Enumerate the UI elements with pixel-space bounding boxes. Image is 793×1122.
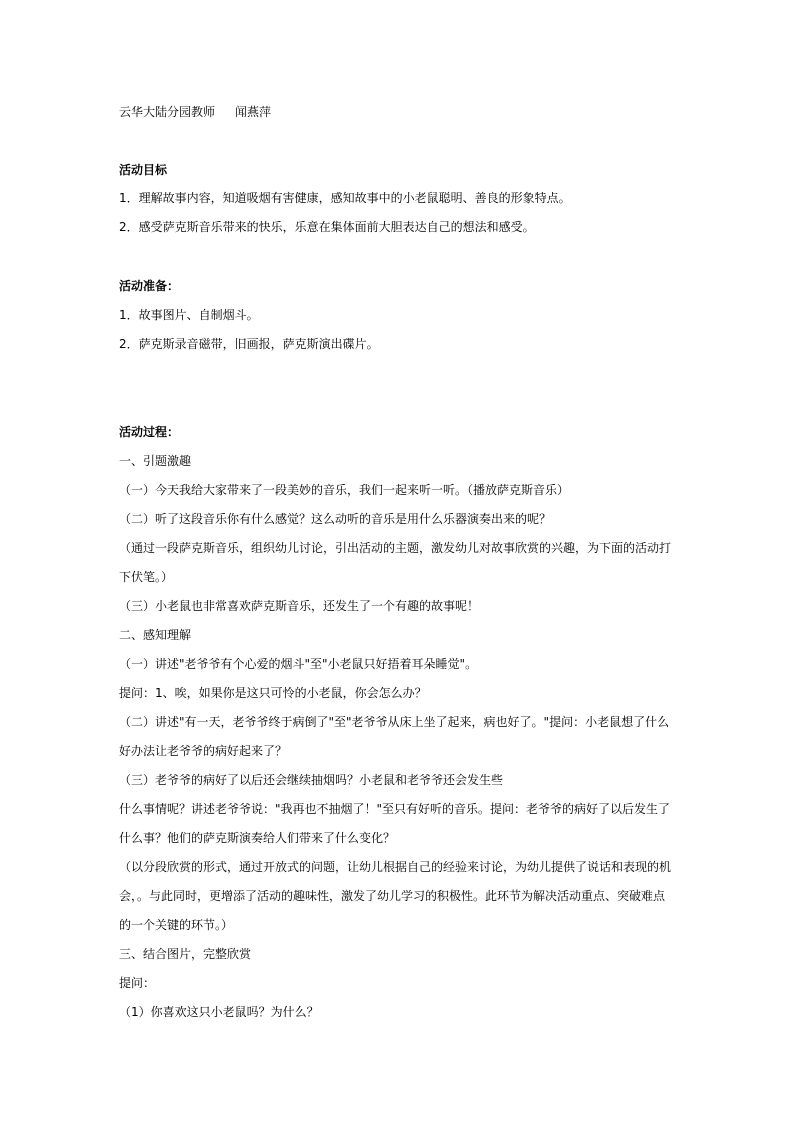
process-note: 会，。与此同时，更增添了活动的趣味性，激发了幼儿学习的积极性。此环节为解决活动重点、突破难点 [119, 889, 666, 903]
process-line: 好办法让老爷爷的病好起来了？ [119, 744, 288, 758]
section-heading-1: 一、引题激趣 [119, 454, 192, 468]
process-line: 什么事情呢？讲述老爷爷说："我再也不抽烟了！"至只有好听的音乐。提问：老爷爷的病好了以后发生了 [119, 802, 671, 816]
process-note: （以分段欣赏的形式，通过开放式的问题，让幼儿根据自己的经验来讨论，为幼儿提供了说话和表现的机 [119, 860, 672, 874]
process-question: （1）你喜欢这只小老鼠吗？为什么？ [119, 1005, 319, 1019]
process-note: 的一个关键的环节。） [119, 918, 234, 932]
section-heading-2: 二、感知理解 [119, 628, 192, 642]
process-line: （三）老爷爷的病好了以后还会继续抽烟吗？小老鼠和老爷爷还会发生些 [119, 773, 504, 787]
preparation-item-2: 2．萨克斯录音磁带，旧画报，萨克斯演出碟片。 [119, 337, 379, 351]
process-line: （二）听了这段音乐你有什么感觉？这么动听的音乐是用什么乐器演奏出来的呢？ [119, 512, 552, 526]
author-line [119, 104, 679, 120]
process-question: 提问：1、唉，如果你是这只可怜的小老鼠，你会怎么办？ [119, 686, 427, 700]
author-name: 闻燕萍 [235, 105, 272, 119]
preparation-item-1: 1．故事图片、自制烟斗。 [119, 308, 259, 322]
author-affiliation: 云华大陆分园教师 [119, 105, 216, 119]
goals-heading: 活动目标 [119, 163, 168, 177]
section-heading-3: 三、结合图片，完整欣赏 [119, 947, 252, 961]
process-question-label: 提问： [119, 976, 156, 990]
process-line: （一）讲述"老爷爷有个心爱的烟斗"至"小老鼠只好捂着耳朵睡觉"。 [119, 657, 478, 671]
goal-item-1: 1．理解故事内容，知道吸烟有害健康，感知故事中的小老鼠聪明、善良的形象特点。 [119, 191, 571, 205]
process-note: （通过一段萨克斯音乐，组织幼儿讨论，引出活动的主题，激发幼儿对故事欣赏的兴趣，为下面的活动打 [119, 541, 672, 555]
process-heading: 活动过程： [119, 425, 180, 439]
process-note: 下伏笔。） [119, 570, 174, 584]
process-line: （三）小老鼠也非常喜欢萨克斯音乐，还发生了一个有趣的故事呢！ [119, 599, 480, 613]
goal-item-2: 2．感受萨克斯音乐带来的快乐，乐意在集体面前大胆表达自己的想法和感受。 [119, 220, 535, 234]
preparation-heading: 活动准备： [119, 279, 180, 293]
process-line: （一）今天我给大家带来了一段美妙的音乐，我们一起来听一听。（播放萨克斯音乐） [119, 483, 570, 497]
process-line: 什么事？他们的萨克斯演奏给人们带来了什么变化？ [119, 831, 396, 845]
process-line: （二）讲述"有一天，老爷爷终于病倒了"至"老爷爷从床上坐了起来，病也好了。"提问：小老鼠想了什么 [119, 715, 670, 729]
